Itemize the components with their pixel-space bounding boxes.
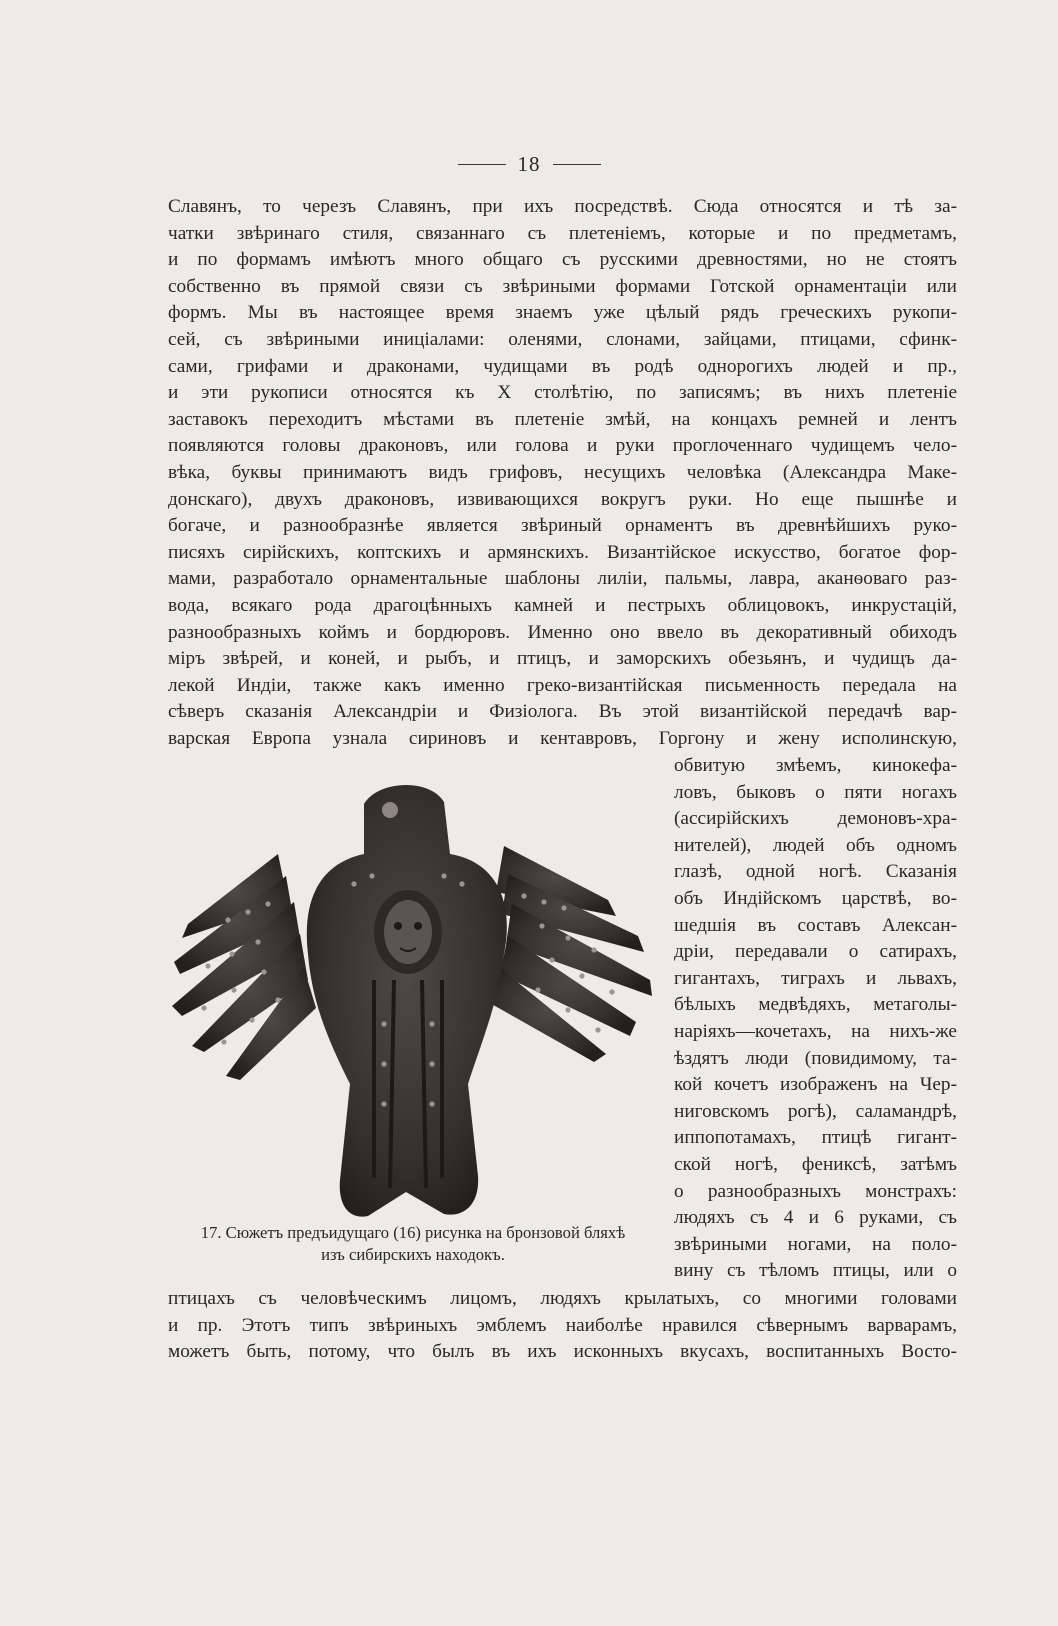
text-line: сей, съ звѣриными иниціалами: оленями, слонами, зайцами, птицами, сфинк- — [168, 329, 957, 350]
text-line: объ Индійскомъ царствѣ, во- — [674, 888, 957, 909]
page-number: 18 — [517, 152, 541, 176]
text-line: вину съ тѣломъ птицы, или о — [674, 1260, 957, 1282]
text-line: и пр. Этотъ типъ звѣриныхъ эмблемъ наиболѣе нравился сѣвернымъ варварамъ, — [168, 1314, 957, 1336]
text-line: заставокъ переходитъ мѣстами въ плетеніе змѣй, на концахъ ремней и лентъ — [168, 408, 957, 430]
text-line: богаче, и разнообразнѣе является звѣриный орнаментъ въ древнѣйшихъ руко- — [168, 515, 957, 537]
text-line: ниговскомъ рогѣ), саламандрѣ, — [674, 1100, 957, 1122]
text-line: и по формамъ имѣютъ много общаго съ русскими древностями, но не стоятъ — [168, 249, 957, 271]
text-line: донскаго), двухъ драконовъ, извивающихся вокругъ руки. Но еще пышнѣе и — [168, 488, 957, 510]
text-line: вѣка, буквы принимаютъ видъ грифовъ, несущихъ человѣка (Александра Маке- — [168, 462, 957, 483]
text-line: дріи, передавали о сатирахъ, — [674, 941, 957, 963]
text-line: нителей), людей объ одномъ — [674, 834, 957, 856]
text-line: ской ногѣ, фениксѣ, затѣмъ — [674, 1154, 957, 1175]
text-line: писяхъ сирійскихъ, коптскихъ и армянскихъ. Византійское искусство, богатое фор- — [168, 541, 957, 563]
text-line: иппопотамахъ, птицѣ гигант- — [674, 1127, 957, 1149]
bronze-plaque-figure — [168, 784, 656, 1218]
text-line: птицахъ съ человѣческимъ лицомъ, людяхъ крылатыхъ, со многими головами — [168, 1288, 957, 1309]
text-line: сѣверъ сказанія Александріи и Физіолога. Въ этой византійской передачѣ вар- — [168, 701, 957, 723]
text-line: лекой Индіи, также какъ именно греко-византійская письменность передала на — [168, 674, 957, 696]
left-rule — [458, 164, 506, 165]
text-line: мами, разработало орнаментальные шаблоны лиліи, пальмы, лавра, аканѳоваго раз- — [168, 568, 957, 590]
text-line: появляются головы драконовъ, или голова и руки проглоченнаго чудищемъ чело- — [168, 435, 957, 457]
text-line: сами, грифами и драконами, чудищами въ родѣ однорогихъ людей и пр., — [168, 355, 957, 377]
text-line: Славянъ, то черезъ Славянъ, при ихъ посредствѣ. Сюда относятся и тѣ за- — [168, 196, 957, 217]
text-line: глазѣ, одной ногѣ. Сказанія — [674, 861, 957, 883]
text-line: вода, всякаго рода драгоцѣнныхъ камней и пестрыхъ облицовокъ, инкрустацій, — [168, 595, 957, 616]
text-line: бѣлыхъ медвѣдяхъ, метаголы- — [674, 994, 957, 1016]
text-line: (ассирійскихъ демоновъ-хра- — [674, 808, 957, 830]
bronze-plaque-illustration — [168, 784, 656, 1218]
text-line: разнообразныхъ коймъ и бордюровъ. Именно оно ввело въ декоративный обиходъ — [168, 621, 957, 643]
right-rule — [553, 164, 601, 165]
page-number-row — [0, 152, 1058, 177]
text-line: варская Европа узнала сириновъ и кентавровъ, Горгону и жену исполинскую, — [168, 728, 957, 749]
figure-caption-line-2: изъ сибирскихъ находокъ. — [321, 1245, 505, 1264]
text-line: чатки звѣринаго стиля, связаннаго съ плетеніемъ, которые и по предметамъ, — [168, 222, 957, 244]
text-line: міръ звѣрей, и коней, и рыбъ, и птицъ, и заморскихъ обезьянъ, и чудищъ да- — [168, 648, 957, 670]
figure-caption-line-1: 17. Сюжетъ предъидущаго (16) рисунка на бронзовой бляхѣ — [200, 1223, 626, 1242]
text-line: людяхъ съ 4 и 6 руками, съ — [674, 1207, 957, 1229]
text-line: ловъ, быковъ о пяти ногахъ — [674, 781, 957, 803]
text-line: гигантахъ, тиграхъ и львахъ, — [674, 967, 957, 989]
text-line: ѣздятъ люди (повидимому, та- — [674, 1047, 957, 1069]
text-line: можетъ быть, потому, что былъ въ ихъ исконныхъ вкусахъ, воспитанныхъ Восто- — [168, 1341, 957, 1363]
text-line: кой кочетъ изображенъ на Чер- — [674, 1074, 957, 1096]
text-line: шедшія въ составъ Алексан- — [674, 914, 957, 936]
text-line: и эти рукописи относятся къ X столѣтію, по записямъ; въ нихъ плетеніе — [168, 382, 957, 404]
text-line: о разнообразныхъ монстрахъ: — [674, 1180, 957, 1202]
text-line: наріяхъ—кочетахъ, на нихъ-же — [674, 1021, 957, 1042]
plaque-body — [307, 785, 507, 1217]
text-line: обвитую змѣемъ, кинокефа- — [674, 755, 957, 776]
text-line: звѣриными ногами, на поло- — [674, 1233, 957, 1255]
text-line: формъ. Мы въ настоящее время знаемъ уже цѣлый рядъ греческихъ рукопи- — [168, 302, 957, 324]
text-line: собственно въ прямой связи съ звѣриными формами Готской орнаментаціи или — [168, 275, 957, 297]
